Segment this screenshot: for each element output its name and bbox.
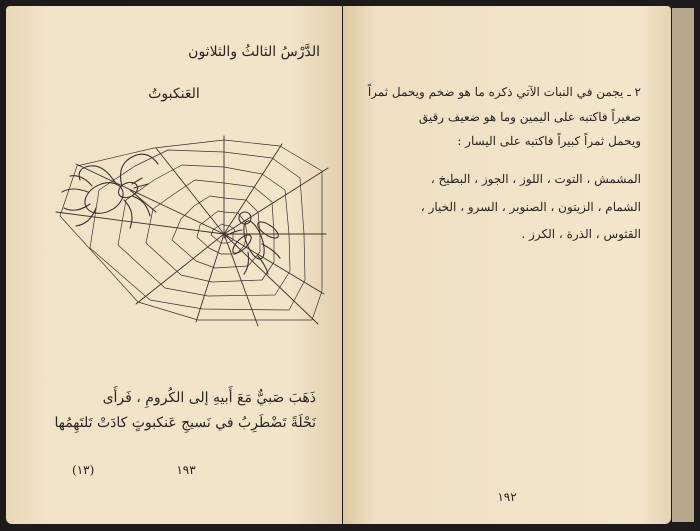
lesson-title: الدَّرْسُ الثالثُ والثلاثون: [188, 44, 320, 60]
spider-icon: [62, 154, 158, 228]
spider-web-illustration: [46, 134, 336, 334]
body-line-1: ذَهَبَ صَبيٌّ مَعَ أَبيهِ إلى الكُرومِ ، فَرأَى: [102, 390, 316, 406]
exercise-line-3: ويحمل ثمراً كبيراً فاكتبه على اليسار :: [457, 134, 641, 148]
exercise-line-5: الشمام ، الزيتون ، الصنوبر ، السرو ، الخيار ،: [420, 200, 641, 214]
right-page: [343, 6, 671, 524]
exercise-line-4: المشمش ، التوت ، اللوز ، الجوز ، البطيخ ،: [430, 172, 641, 186]
exercise-line-6: القثوس ، الذرة ، الكرز .: [521, 227, 641, 241]
body-line-2: نَحْلَةً تَضْطَرِبُ في نَسيجِ عَنكبوتٍ كادَتْ تَلتَهِمُها: [54, 415, 316, 431]
web-radials: [56, 136, 328, 326]
subject-title: العَنكبوتُ: [148, 86, 200, 102]
page-number-left: ١٩٣: [176, 463, 196, 477]
exercise-line-1: ٢ ـ يجمن في النبات الآتي ذكره ما هو ضخم ويحمل ثمراً: [367, 85, 641, 99]
page-number-right: ١٩٢: [497, 490, 517, 504]
exercise-line-2: صغيراً فاكتبه على اليمين وما هو ضعيف رقيق: [418, 110, 641, 124]
left-page: [6, 6, 342, 524]
page-edge: [672, 8, 694, 522]
lesson-number: (١٣): [72, 463, 95, 477]
